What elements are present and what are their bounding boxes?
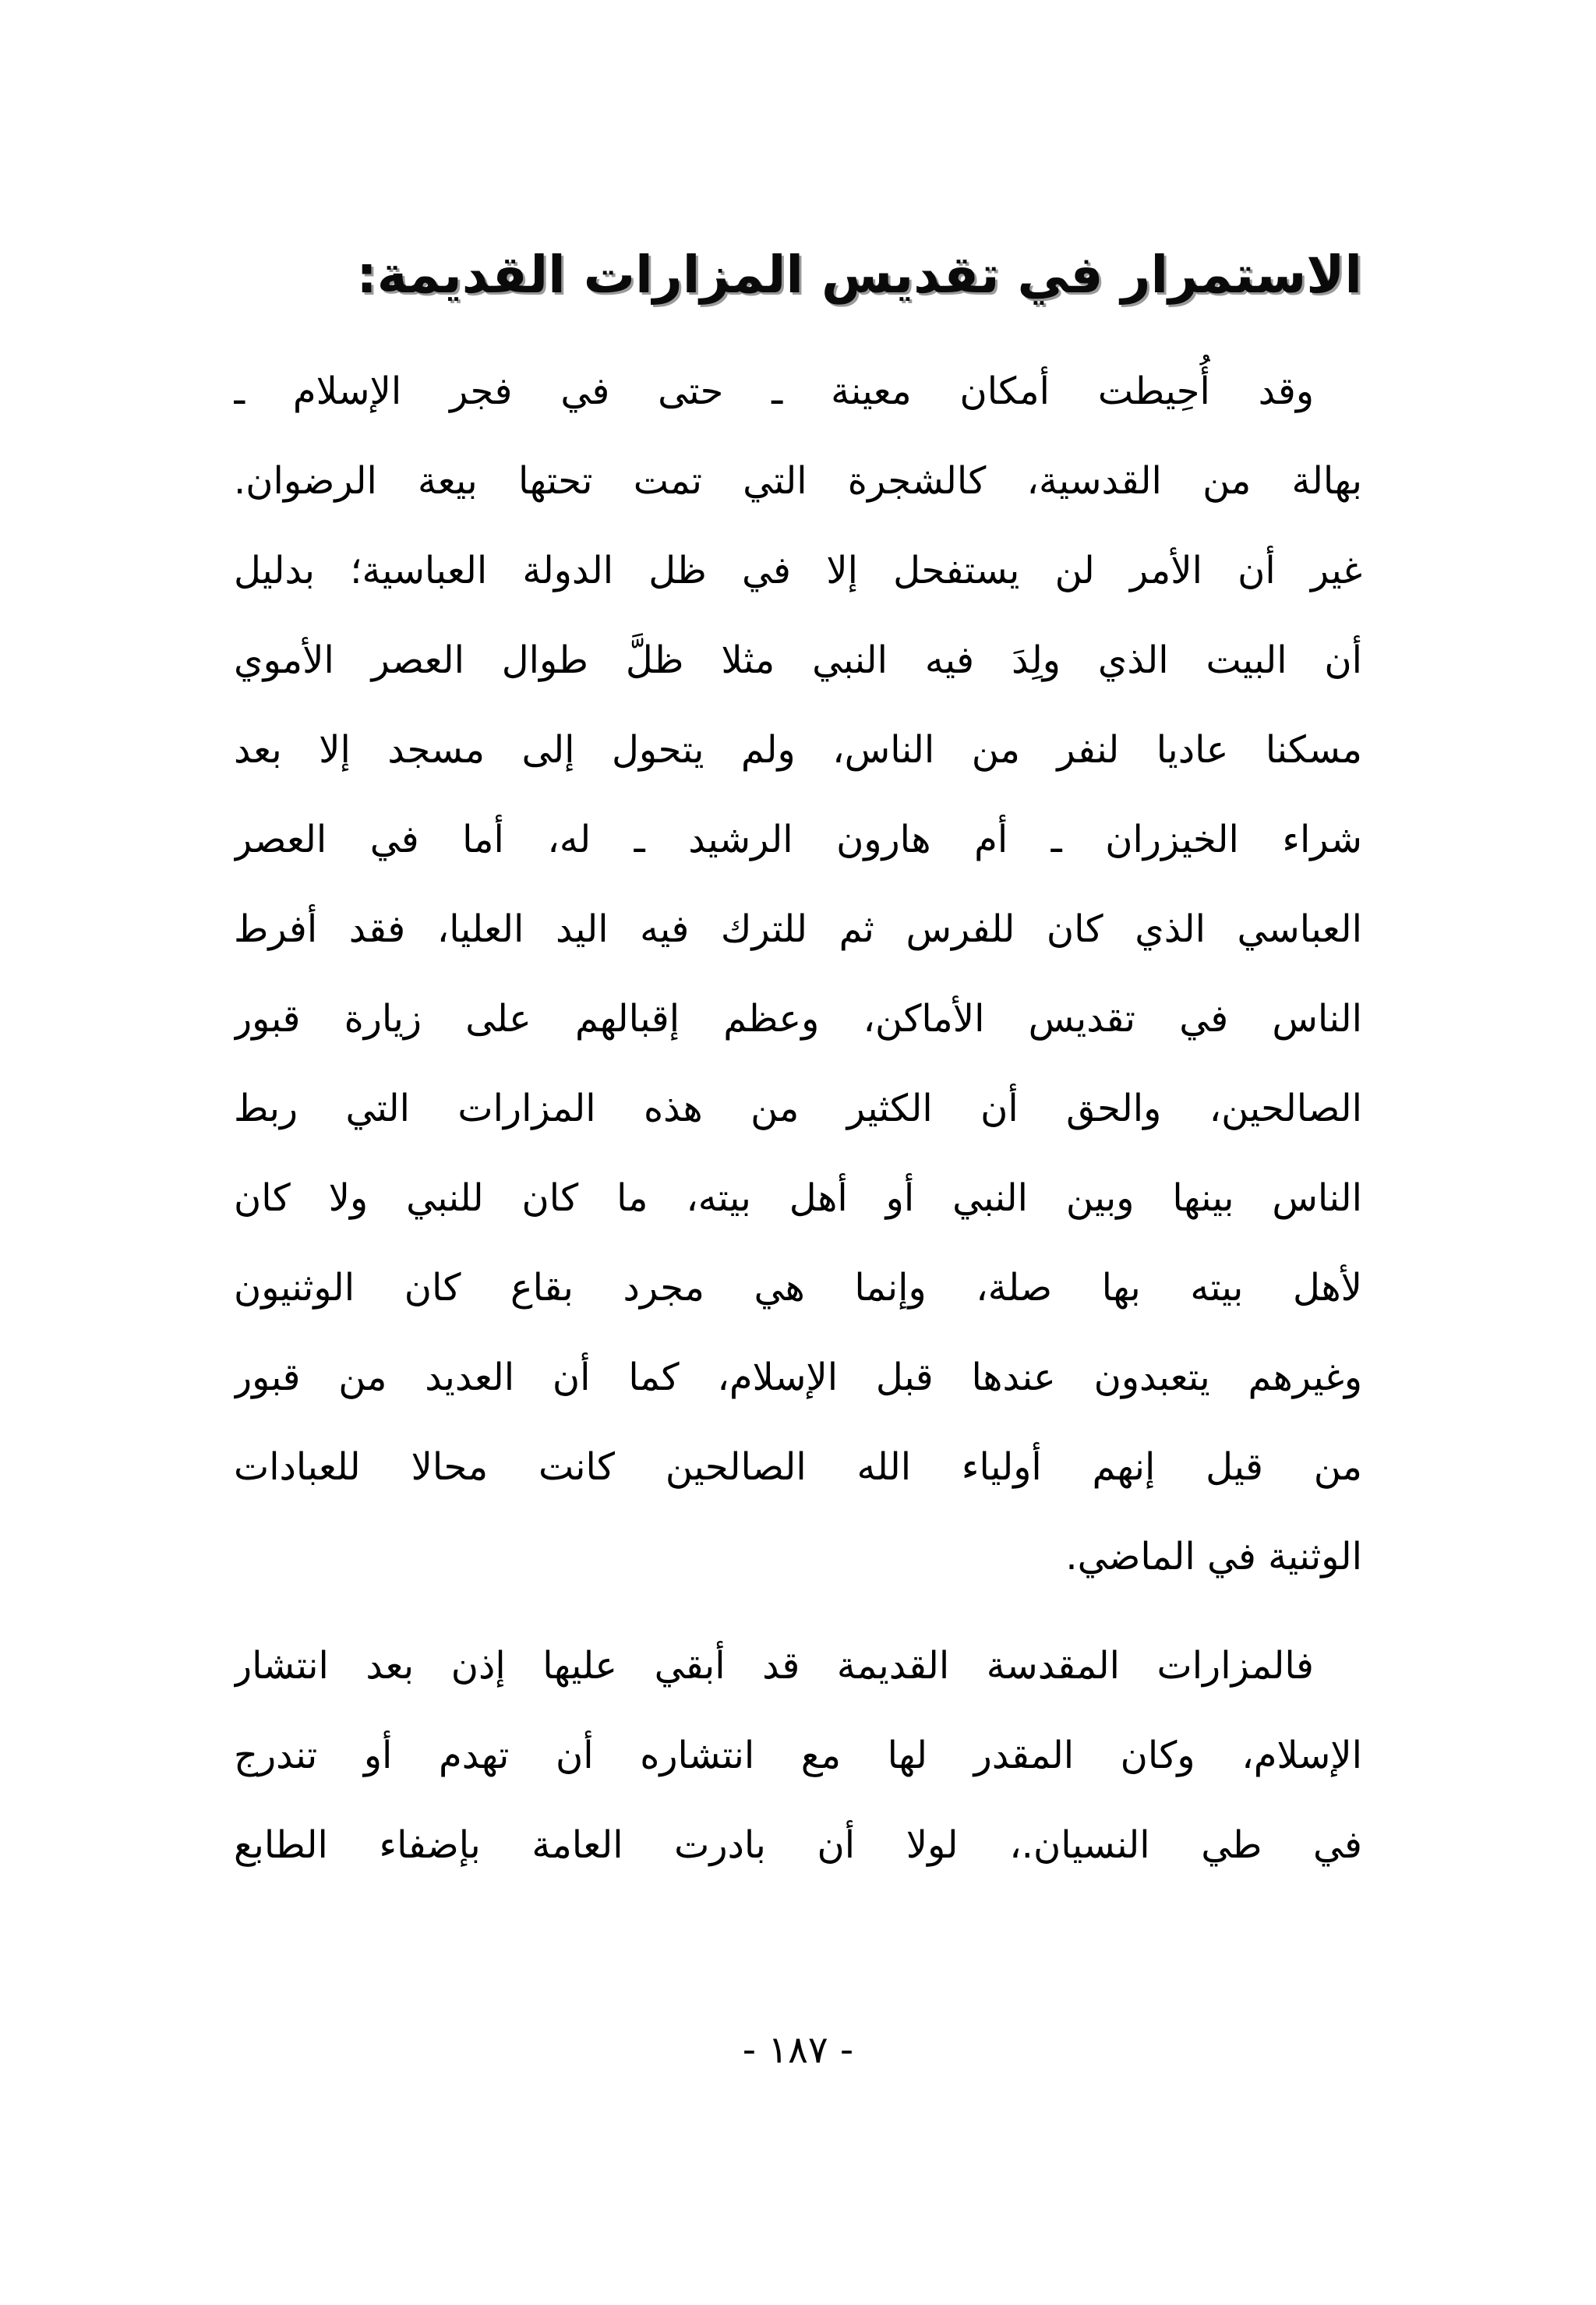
- paragraph-1-line-10: الناس بينها وبين النبي أو أهل بيته، ما كان للنبي ولا كان: [234, 1176, 1362, 1220]
- paragraph-2-line-3: في طي النسيان.، لولا أن بادرت العامة بإضفاء الطابع: [234, 1823, 1362, 1867]
- paragraph-1-line-1: وقد أُحِيطت أمكان معينة ـ حتى في فجر الإسلام ـ: [234, 369, 1314, 413]
- paragraph-1-line-4: أن البيت الذي ولِدَ فيه النبي مثلا ظلَّ طوال العصر الأموي: [234, 638, 1362, 682]
- paragraph-1-line-8: الناس في تقديس الأماكن، وعظم إقبالهم على زيارة قبور: [234, 997, 1362, 1041]
- paragraph-2-line-2: الإسلام، وكان المقدر لها مع انتشاره أن تهدم أو تندرج: [234, 1734, 1362, 1777]
- paragraph-1-line-12: وغيرهم يتعبدون عندها قبل الإسلام، كما أن العديد من قبور: [234, 1356, 1362, 1399]
- paragraph-1-line-2: بهالة من القدسية، كالشجرة التي تمت تحتها بيعة الرضوان.: [234, 459, 1362, 503]
- paragraph-gap: [234, 1602, 1362, 1621]
- paragraph-1-line-9: الصالحين، والحق أن الكثير من هذه المزارات التي ربط: [234, 1087, 1362, 1130]
- paragraph-1-line-7: العباسي الذي كان للفرس ثم للترك فيه اليد العليا، فقد أفرط: [234, 907, 1362, 951]
- paragraph-1-line-14: الوثنية في الماضي.: [1065, 1535, 1362, 1579]
- paragraph-1-line-3: غير أن الأمر لن يستفحل إلا في ظل الدولة العباسية؛ بدليل: [234, 549, 1362, 592]
- body-text: [234, 347, 1362, 1890]
- paragraph-2-line-1: فالمزارات المقدسة القديمة قد أبقي عليها إذن بعد انتشار: [234, 1644, 1314, 1688]
- paragraph-1-line-11: لأهل بيته بها صلة، وإنما هي مجرد بقاع كان الوثنيون: [234, 1266, 1362, 1310]
- page-number: - ١٨٧ -: [742, 2028, 854, 2072]
- paragraph-1-line-5: مسكنا عاديا لنفر من الناس، ولم يتحول إلى مسجد إلا بعد: [234, 728, 1362, 772]
- paragraph-1-line-6: شراء الخيزران ـ أم هارون الرشيد ـ له، أما في العصر: [234, 818, 1362, 861]
- section-heading: الاستمرار في تقديس المزارات القديمة:: [356, 245, 1362, 305]
- paragraph-1-line-13: من قيل إنهم أولياء الله الصالحين كانت محالا للعبادات: [234, 1445, 1362, 1489]
